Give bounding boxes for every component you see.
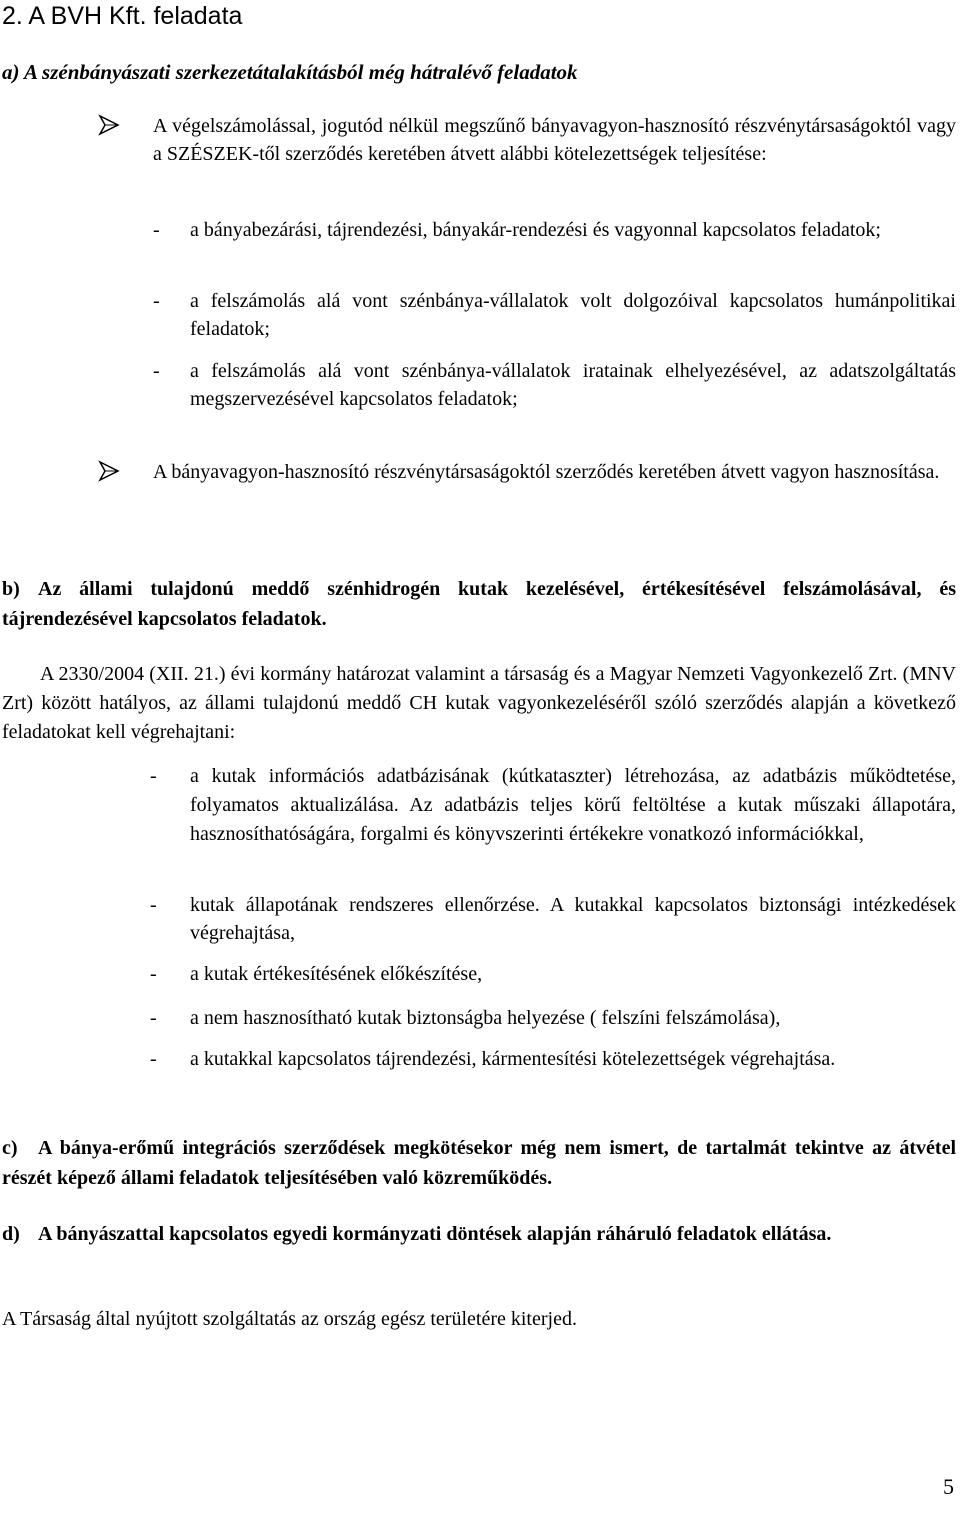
section-b-intro-text: A 2330/2004 (XII. 21.) évi kormány határozat valamint a társaság és a Magyar Nemzeti Vagyonkezelő Zrt. (MNV Zrt) között hatályos, az állami tulajdonú meddő CH kutak vagyonkezeléséről szóló szerződés alapján a következő feladatokat kell végrehajtani: xyxy=(2,663,956,743)
section-a-bullet-2: A bányavagyon-hasznosító részvénytársaságoktól szerződés keretében átvett vagyon hasznosítása. xyxy=(153,461,940,483)
section-d-title-text: A bányászattal kapcsolatos egyedi kormányzati döntések alapján ráháruló feladatok ellátása. xyxy=(38,1223,832,1245)
section-a-title: a) A szénbányászati szerkezetátalakításból még hátralévő feladatok xyxy=(2,60,578,84)
dash-marker: - xyxy=(150,963,157,985)
section-a-item-2: a felszámolás alá vont szénbánya-vállalatok volt dolgozóival kapcsolatos humánpolitikai feladatok; xyxy=(190,290,956,340)
section-b-intro xyxy=(2,660,956,747)
dash-marker: - xyxy=(150,1007,157,1029)
section-b-item-4: a nem hasznosítható kutak biztonságba helyezése ( felszíni felszámolása), xyxy=(190,1007,781,1029)
closing-sentence: A Társaság által nyújtott szolgáltatás az ország egész területére kiterjed. xyxy=(2,1308,577,1330)
section-b-title-text: Az állami tulajdonú meddő szénhidrogén kutak kezelésével, értékesítésével felszámolásával, és tájrendezésével kapcsolatos feladatok. xyxy=(2,578,956,630)
section-b-item-5: a kutakkal kapcsolatos tájrendezési, kármentesítési kötelezettségek végrehajtása. xyxy=(190,1048,836,1070)
dash-marker: - xyxy=(153,219,160,241)
dash-marker: - xyxy=(150,765,157,787)
section-a-bullet-1: A végelszámolással, jogutód nélkül megszűnő bányavagyon-hasznosító részvénytársaságoktól vagy a SZÉSZEK-től szerződés keretében átvett alábbi kötelezettségek teljesítése: xyxy=(153,115,956,165)
section-c-title xyxy=(2,1133,956,1193)
section-b-item-2: kutak állapotának rendszeres ellenőrzése. A kutakkal kapcsolatos biztonsági intézkedések végrehajtása, xyxy=(190,894,956,944)
dash-marker: - xyxy=(150,1048,157,1070)
section-c-label: c) xyxy=(2,1137,18,1159)
section-b-title xyxy=(2,574,956,634)
section-d-title xyxy=(2,1219,956,1249)
section-d-label: d) xyxy=(2,1223,20,1245)
section-b-label: b) xyxy=(2,578,20,600)
section-a-item-3: a felszámolás alá vont szénbánya-vállalatok iratainak elhelyezésével, az adatszolgáltatás megszervezésével kapcsolatos feladatok; xyxy=(190,360,956,410)
section-a-item-1: a bányabezárási, tájrendezési, bányakár-rendezési és vagyonnal kapcsolatos feladatok; xyxy=(190,219,881,241)
section-c-title-text: A bánya-erőmű integrációs szerződések megkötésekor még nem ismert, de tartalmát tekintve az átvétel részét képező állami feladatok teljesítésében való közreműködés. xyxy=(2,1137,956,1189)
page-heading: 2. A BVH Kft. feladata xyxy=(2,2,243,30)
arrow-bullet-icon xyxy=(98,114,120,136)
section-b-item-1: a kutak információs adatbázisának (kútkataszter) létrehozása, az adatbázis működtetése, folyamatos aktualizálása. Az adatbázis teljes körű feltöltése a kutak műszaki állapotára, hasznosíthatóságára, forgalmi és könyvszerinti értékekre vonatkozó információkkal, xyxy=(190,765,956,845)
arrow-bullet-icon xyxy=(98,460,120,482)
dash-marker: - xyxy=(150,894,157,916)
section-b-item-3: a kutak értékesítésének előkészítése, xyxy=(190,963,483,985)
dash-marker: - xyxy=(153,290,160,312)
dash-marker: - xyxy=(153,360,160,382)
page-number: 5 xyxy=(943,1474,954,1499)
